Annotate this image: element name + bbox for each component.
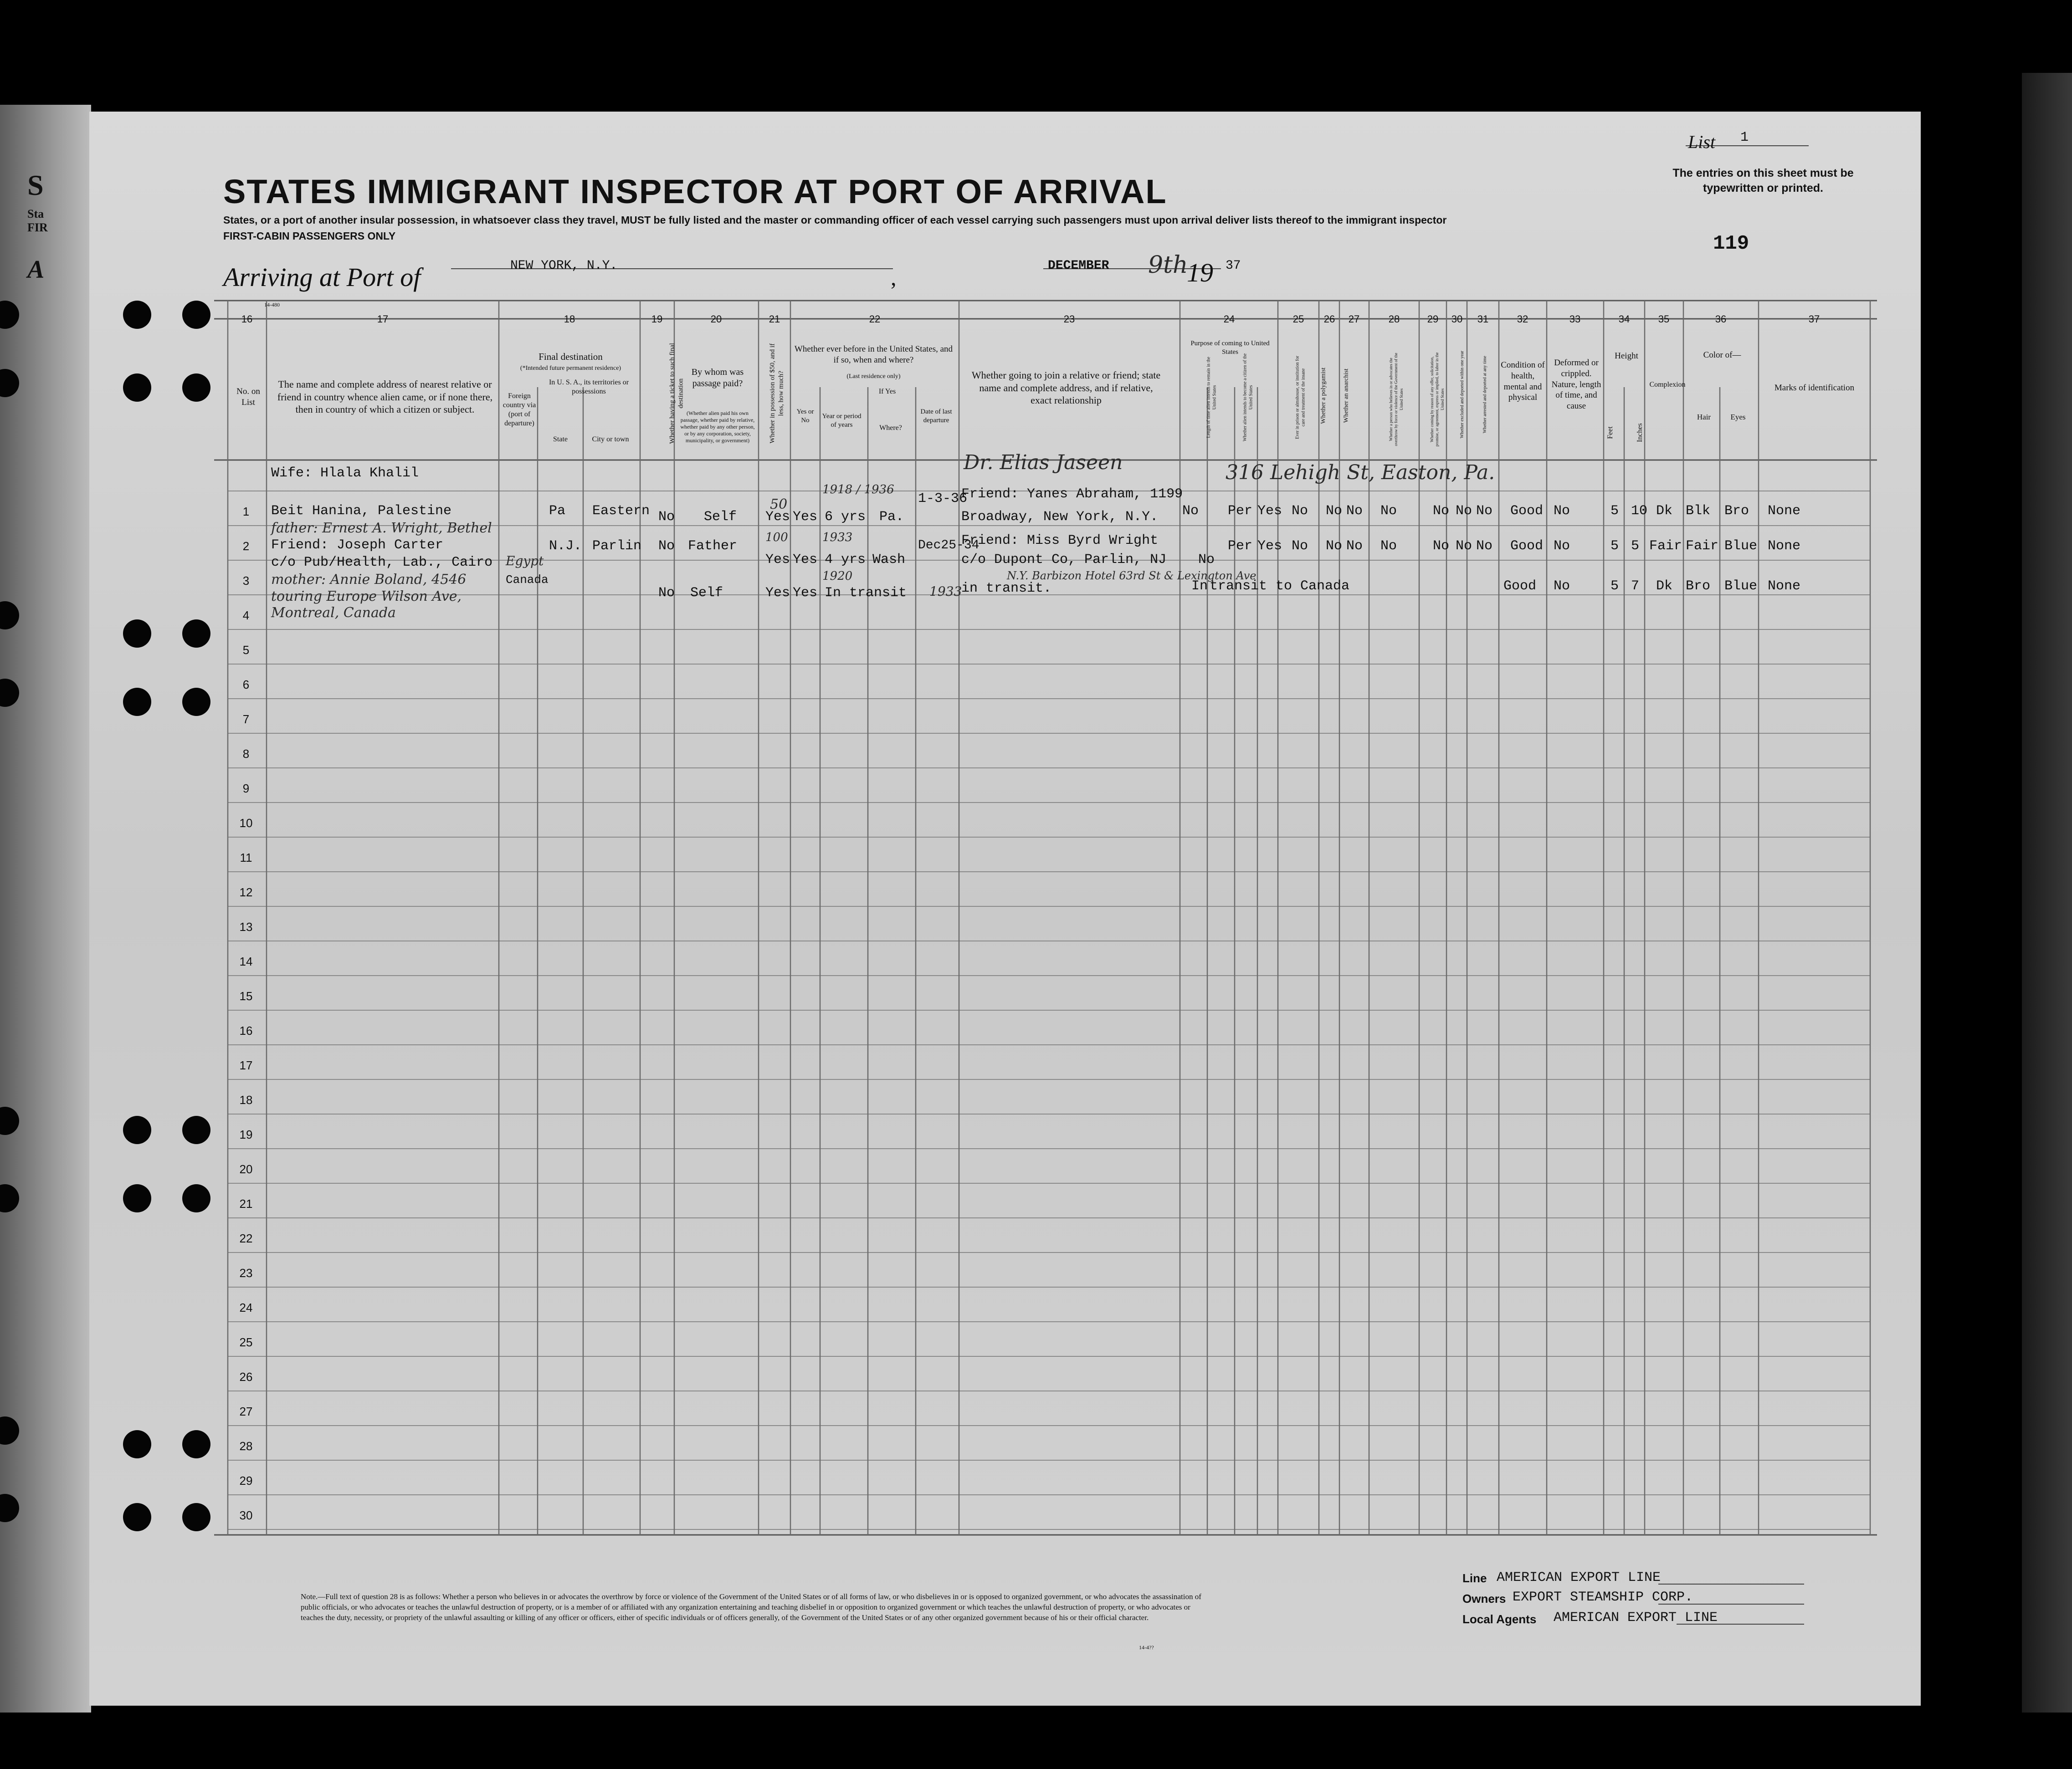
joining-line-1: Friend: Yanes Abraham, 1199 — [961, 486, 1183, 502]
header-feet: Feet — [1606, 426, 1614, 439]
paid-by: Self — [690, 585, 723, 601]
comma: , — [891, 265, 897, 290]
arriving-month: DECEMBER — [1048, 259, 1109, 273]
eyes: Blue — [1724, 538, 1758, 554]
relative-line-2: Friend: Joseph Carter — [271, 537, 444, 553]
health: Good — [1503, 578, 1537, 594]
row-number: 8 — [242, 747, 250, 761]
column-number: 30 — [1451, 313, 1463, 325]
length: No — [1198, 552, 1215, 568]
header-color-of: Color of— — [1703, 350, 1741, 360]
row-number: 7 — [242, 712, 250, 726]
marks: None — [1768, 538, 1801, 554]
eyes: Blue — [1724, 578, 1758, 594]
column-number: 16 — [241, 313, 253, 325]
eyes: Bro — [1724, 503, 1749, 519]
punch-hole — [182, 1184, 210, 1212]
header-ticket: Whether having a ticket to such final destination — [668, 343, 684, 444]
height-inches: 5 — [1631, 538, 1640, 554]
punch-hole — [182, 373, 210, 402]
relative-line-3: c/o Pub/Health, Lab., Cairo — [271, 555, 493, 570]
header-passage-paid: By whom was passage paid? — [691, 367, 744, 389]
row-number: 16 — [239, 1024, 253, 1038]
column-number: 23 — [1063, 313, 1075, 325]
ticket: No — [658, 585, 675, 601]
excluded: No — [1456, 503, 1472, 519]
hair: Blk — [1686, 503, 1711, 519]
header-health: Condition of health, mental and physical — [1501, 360, 1545, 403]
where: Wash — [872, 552, 906, 568]
header-marks: Marks of identification — [1774, 383, 1855, 393]
column-number: 25 — [1292, 313, 1304, 325]
anarchist: No — [1326, 503, 1343, 519]
punch-hole — [182, 1503, 210, 1531]
joining-line-1: in transit. — [961, 581, 1052, 596]
column-number: 36 — [1715, 313, 1727, 325]
height-feet: 5 — [1610, 578, 1619, 594]
punch-hole — [123, 301, 151, 329]
height-feet: 5 — [1610, 503, 1619, 519]
row-number: 10 — [239, 816, 253, 830]
header-purpose: Purpose of coming to United States — [1190, 340, 1270, 356]
row-number: 28 — [239, 1439, 253, 1453]
header-foreign-country: Foreign country via (port of departure) — [503, 392, 536, 427]
length: No — [1182, 503, 1199, 519]
height-inches: 10 — [1631, 503, 1648, 519]
polygamist: No — [1292, 503, 1308, 519]
footer-owners-value: EXPORT STEAMSHIP CORP. — [1513, 1590, 1693, 1605]
arriving-port: NEW YORK, N.Y. — [510, 259, 618, 273]
year-note: 1918 / 1936 — [822, 483, 894, 496]
row-number: 2 — [242, 539, 250, 553]
paid-by: Father — [688, 538, 738, 554]
joining-line-2: c/o Dupont Co, Parlin, NJ — [961, 552, 1167, 568]
prison: Yes — [1257, 503, 1282, 519]
header-polygamist: Whether a polygamist — [1320, 367, 1327, 424]
header-eyes: Eyes — [1730, 413, 1746, 421]
punch-hole — [182, 619, 210, 648]
sheet-number: 119 — [1713, 232, 1749, 255]
joining-line-2: Broadway, New York, N.Y. — [961, 509, 1159, 525]
handwritten-joining-name: Dr. Elias Jaseen — [964, 451, 1123, 474]
dest-city: Parlin — [592, 538, 642, 554]
row-number: 5 — [242, 643, 250, 657]
punch-hole — [182, 1430, 210, 1458]
excluded: No — [1456, 538, 1472, 554]
column-number: 19 — [651, 313, 663, 325]
row-number: 27 — [239, 1405, 253, 1418]
date-departure: 1933 — [929, 584, 962, 599]
header-final-destination-note: (*Intended future permanent residence) — [520, 365, 621, 372]
hair: Bro — [1686, 578, 1711, 594]
column-number: 24 — [1223, 313, 1235, 325]
dest-state: N.J. — [549, 538, 582, 554]
health: Good — [1510, 503, 1544, 519]
strip-line-1: Sta — [27, 207, 44, 220]
punch-hole — [123, 1430, 151, 1458]
footer-note: Note.—Full text of question 28 is as follows: Whether a person who believes in or advocates the overthrow by force or violence of the Government of the United States or of all forms of law, or who disbelieves in or is opposed to organized government, or who advocates the assassination of public officials, or who advocates or teaches the unlawful destruction of property, or is a member of or affiliated with any organization entertaining and teaching disbelief in or opposition to organized government or which teaches the unlawful destruction of property, or who advocates or teaches the duty, necessity, or propriety of the unlawful assaulting or killing of any officer or officers, either of specific individuals or of officers generally, of the Government of the United States or of any other organized government because of his or their official character. — [301, 1592, 1201, 1622]
relative-line-1: mother: Annie Boland, 4546 — [271, 572, 467, 588]
money: Yes — [765, 552, 790, 568]
year-period: 4 yrs — [825, 552, 866, 568]
footer-agents-value: AMERICAN EXPORT LINE — [1554, 1610, 1718, 1626]
ever-before: Yes — [793, 585, 818, 601]
list-number: 1 — [1740, 130, 1749, 145]
strip-line-2: FIR — [27, 221, 48, 234]
length: In — [1191, 578, 1208, 594]
subtitle: States, or a port of another insular possession, in whatsoever class they travel, MUST be fully listed and the master or commanding officer of each vessel carrying such passengers must upon arrival deliver lists thereof to the immigrant inspector — [223, 214, 1447, 226]
footer-form-code: 14-4?? — [1139, 1644, 1154, 1651]
header-arrested: Whether arrested and deported at any time — [1482, 356, 1487, 434]
column-number: 34 — [1618, 313, 1630, 325]
row-number: 3 — [242, 574, 250, 588]
paid-by: Self — [704, 509, 737, 525]
column-number: 33 — [1569, 313, 1581, 325]
header-state: State — [553, 435, 568, 443]
prison: Yes — [1257, 538, 1282, 554]
marks: None — [1768, 503, 1801, 519]
column-number: 18 — [564, 313, 575, 325]
year-note: 1920 — [822, 569, 853, 583]
header-city: City or town — [592, 435, 629, 443]
cabin-class: FIRST-CABIN PASSENGERS ONLY — [223, 230, 396, 242]
height-inches: 7 — [1631, 578, 1640, 594]
header-overthrow: Whether a person who believes in or advocates the overthrow by force or violence of the Government of the United States — [1389, 353, 1404, 446]
height-feet: 5 — [1610, 538, 1619, 554]
strip-letter: S — [27, 169, 44, 201]
punch-hole — [123, 373, 151, 402]
header-last-residence: (Last residence only) — [846, 373, 901, 380]
punch-hole — [182, 301, 210, 329]
joining-line-1: Friend: Miss Byrd Wright — [961, 533, 1159, 548]
anarchist-2: No — [1346, 538, 1363, 554]
anarchist: No — [1326, 538, 1343, 554]
coming-offer: No — [1433, 538, 1450, 554]
row-number: 24 — [239, 1301, 253, 1314]
complexion: Fair — [1649, 538, 1682, 554]
punch-hole — [123, 1503, 151, 1531]
money: Yes — [765, 585, 790, 601]
arrested: No — [1476, 503, 1493, 519]
row-number: 19 — [239, 1128, 253, 1141]
where: Pa. — [879, 509, 904, 525]
hair: Fair — [1686, 538, 1719, 554]
arrested: No — [1476, 538, 1493, 554]
column-number: 37 — [1808, 313, 1820, 325]
punch-hole — [123, 1184, 151, 1212]
header-ever-before: Whether ever before in the United States, and if so, when and where? — [794, 344, 953, 365]
overthrow: No — [1380, 503, 1397, 519]
money-note: 50 — [770, 496, 788, 512]
column-number: 26 — [1323, 313, 1335, 325]
header-date-departure: Date of last departure — [920, 408, 952, 424]
footer-line-value: AMERICAN EXPORT LINE — [1497, 1570, 1661, 1585]
wife-note: Wife: Hlala Khalil — [271, 465, 419, 481]
row-number: 4 — [242, 608, 250, 622]
header-joining: Whether going to join a relative or friend; state name and complete address, and if relative, exact relationship — [971, 369, 1161, 406]
row-number: 13 — [239, 920, 253, 934]
year-period: In transit — [825, 585, 907, 601]
citizen: Per — [1228, 538, 1253, 554]
header-no-on-list: No. on List — [236, 387, 260, 407]
punch-hole — [182, 688, 210, 716]
header-hair: Hair — [1697, 413, 1711, 421]
relative-line-3: Montreal, Canada — [271, 605, 396, 621]
relative-line-1: father: Ernest A. Wright, Bethel — [271, 520, 492, 536]
form-code-top: 14-480 — [264, 302, 280, 308]
header-anarchist: Whether an anarchist — [1343, 368, 1350, 423]
year-suffix: 37 — [1226, 259, 1241, 273]
header-excluded: Whether excluded and deported within one year — [1459, 351, 1465, 439]
joining-handwritten: N.Y. Barbizon Hotel 63rd St & Lexington Ave — [1007, 569, 1257, 582]
complexion: Dk — [1656, 503, 1673, 519]
column-number: 35 — [1658, 313, 1670, 325]
footer-agents-label: Local Agents — [1462, 1612, 1537, 1626]
ever-before: Yes — [793, 509, 818, 525]
row-number: 17 — [239, 1058, 253, 1072]
footer-owners-label: Owners — [1462, 1592, 1506, 1605]
date-departure: Dec25-34 — [918, 538, 980, 552]
header-prison: Ever in prison or almshouse, or institution for care and treatment of the insane — [1295, 356, 1306, 439]
header-deformed: Deformed or crippled. Nature, length of time, and cause — [1551, 358, 1601, 411]
list-label: List — [1688, 132, 1716, 152]
header-year-period: Year or period of years — [822, 413, 862, 429]
row-number: 12 — [239, 885, 253, 899]
header-purpose-citizen: Whether alien intends to become a citizen of the United States — [1242, 353, 1253, 442]
header-where: Where? — [879, 424, 902, 432]
header-yes-no: Yes or No — [796, 408, 814, 424]
column-number: 20 — [710, 313, 722, 325]
punch-hole — [123, 619, 151, 648]
header-if-yes: If Yes — [878, 388, 896, 395]
header-height: Height — [1615, 351, 1638, 361]
header-final-destination: Final destination — [539, 351, 603, 362]
column-number: 22 — [869, 313, 881, 325]
date-departure: 1-3-36 — [918, 491, 968, 506]
column-number: 32 — [1517, 313, 1528, 325]
citizen: Per — [1228, 503, 1253, 519]
row-number: 1 — [242, 505, 250, 518]
typewritten-instruction: The entries on this sheet must be typewritten or printed. — [1672, 167, 1854, 194]
column-number: 28 — [1388, 313, 1400, 325]
year-period: 6 yrs — [825, 509, 866, 525]
row-number: 22 — [239, 1232, 253, 1245]
anarchist-2: No — [1346, 503, 1363, 519]
row-number: 18 — [239, 1093, 253, 1107]
column-number: 31 — [1477, 313, 1489, 325]
header-inches: Inches — [1636, 423, 1644, 442]
relative-line-2: touring Europe Wilson Ave, — [271, 588, 462, 604]
header-fifty-dollars: Whether in possession of $50, and if less, how much? — [769, 343, 785, 444]
complexion: Dk — [1656, 578, 1673, 594]
polygamist: No — [1292, 538, 1308, 554]
row-number: 9 — [242, 782, 250, 795]
header-complexion: Complexion — [1649, 381, 1686, 389]
deformed: No — [1554, 538, 1570, 554]
relative-address: Beit Hanina, Palestine — [271, 503, 452, 519]
column-number: 27 — [1348, 313, 1360, 325]
year-prefix: 19 — [1187, 258, 1213, 287]
arriving-day: 9th — [1148, 251, 1188, 279]
health: Good — [1510, 538, 1544, 554]
dest-city: Eastern — [592, 503, 650, 519]
ticket: No — [658, 509, 675, 525]
footer-line-label: Line — [1462, 1571, 1487, 1585]
row-number: 26 — [239, 1370, 253, 1384]
row-number: 30 — [239, 1508, 253, 1522]
money: Yes — [765, 509, 790, 525]
header-passage-note: (Whether alien paid his own passage, whether paid by relative, whether paid by any other person, or by any corporation, society, municipality, or government) — [680, 410, 755, 444]
dest-foreign: Egypt — [506, 553, 544, 568]
column-number: 29 — [1427, 313, 1439, 325]
punch-hole — [123, 688, 151, 716]
prison: to Canada — [1276, 578, 1350, 594]
row-number: 14 — [239, 955, 253, 968]
row-number: 23 — [239, 1266, 253, 1280]
row-number: 15 — [239, 989, 253, 1003]
row-number: 21 — [239, 1197, 253, 1211]
punch-hole — [123, 1116, 151, 1144]
column-number: 21 — [769, 313, 780, 325]
ever-before: Yes — [793, 552, 818, 568]
coming-offer: No — [1433, 503, 1450, 519]
row-number: 11 — [240, 851, 252, 864]
money-note: 100 — [765, 531, 788, 544]
marks: None — [1768, 578, 1801, 594]
punch-hole — [182, 1116, 210, 1144]
header-relative: The name and complete address of nearest relative or friend in country whence alien came, or if none there, then in country of which a citizen or subject. — [277, 378, 493, 415]
deformed: No — [1554, 578, 1570, 594]
row-number: 29 — [239, 1474, 253, 1488]
year-note: 1933 — [822, 531, 853, 544]
header-coming-offer: Whether coming by reason of any offer, solicitation, promise, or agreement, express or implied, to labor in the United States — [1430, 352, 1445, 447]
row-number: 20 — [239, 1162, 253, 1176]
dest-foreign: Canada — [506, 573, 549, 587]
page-title: STATES IMMIGRANT INSPECTOR AT PORT OF ARRIVAL — [223, 173, 1167, 210]
ticket: No — [658, 538, 675, 554]
overthrow: No — [1380, 538, 1397, 554]
row-number: 25 — [239, 1335, 253, 1349]
header-purpose-length: Length of time alien intends to remain in the United States — [1206, 357, 1217, 438]
arriving-label: Arriving at Port of — [223, 262, 421, 292]
column-number: 17 — [377, 313, 389, 325]
handwritten-joining-address: 316 Lehigh St, Easton, Pa. — [1226, 461, 1495, 484]
citizen: transit — [1210, 578, 1267, 594]
dest-state: Pa — [549, 503, 566, 519]
deformed: No — [1554, 503, 1570, 519]
row-number: 6 — [242, 678, 250, 691]
strip-italic-letter: A — [27, 256, 45, 284]
header-in-usa: In U. S. A., its territories or possessions — [549, 378, 629, 395]
